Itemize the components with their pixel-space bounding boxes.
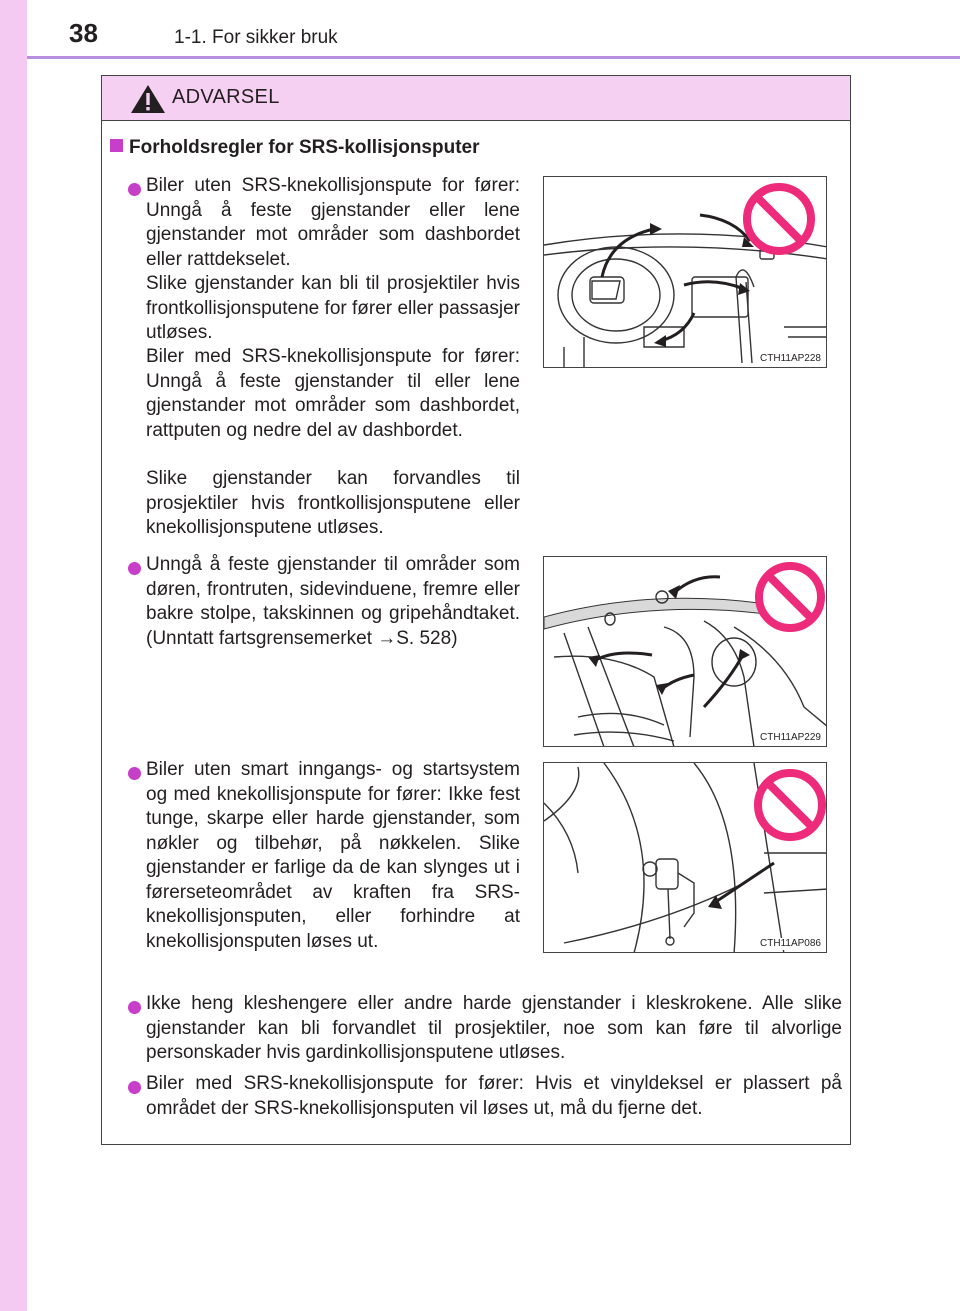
warning-label: ADVARSEL [172, 86, 280, 108]
paragraph: Slike gjenstander kan forvandles til prosjektiler hvis frontkollisjonsputene eller knekollisjonsputene utløses. [146, 468, 520, 538]
arrow-icon [700, 215, 750, 241]
warning-triangle-icon [130, 84, 166, 114]
list-item: Unngå å feste gjenstander til områder som døren, frontruten, sidevinduene, fremre eller bakre stolpe, takskinnen og gripehåndtaket. (Unntatt fartsgrensemerket →S. 528) [146, 554, 520, 649]
figure-key [543, 762, 827, 953]
paragraph: Biler med SRS-knekollisjonspute for fører: Unngå å feste gjenstander til eller lene gjenstander mot områder som dashbordet, rattputen og nedre del av dashbordet. [146, 346, 520, 441]
prohibition-icon [747, 187, 811, 251]
warning-header [102, 76, 850, 121]
arrow-icon [662, 675, 694, 689]
section-heading [110, 136, 480, 160]
side-strip [0, 0, 27, 1311]
figure-code: CTH11AP086 [760, 938, 821, 949]
header-rule [27, 56, 960, 59]
bullet-dot-icon [128, 183, 141, 196]
prohibition-icon [759, 566, 821, 628]
section-title: 1-1. For sikker bruk [174, 27, 338, 48]
warning-box [101, 75, 851, 1145]
paragraph: Biler uten SRS-knekollisjonspute for fører: Unngå å feste gjenstander eller lene gjenstander mot områder som dashbordet eller rattdekselet. [146, 175, 520, 270]
arrow-icon [594, 653, 652, 661]
list-item: Biler uten smart inngangs- og startsystem og med knekollisjonspute for fører: Ikke fest tunge, skarpe eller harde gjenstander, som nøkler og tilbehør, på nøkkelen. Slike gjenstander er farlige da de kan slynges ut i førerseteområdet av kraften fra SRS-knekollisjonsputen, eller forhindre at knekollisjonsputen løses ut. [146, 759, 520, 952]
prohibition-icon [758, 773, 822, 837]
arrow-icon [714, 863, 774, 903]
arrow-icon [704, 653, 744, 707]
bullet-dot-icon [128, 1001, 141, 1014]
bullet-dot-icon [128, 1081, 141, 1094]
cabin-illustration [544, 557, 827, 747]
paragraph: Slike gjenstander kan bli til prosjektiler hvis frontkollisjonsputene for fører eller passasjer utløses. [146, 273, 520, 343]
page-number: 38 [69, 18, 98, 48]
bullet-dot-icon [128, 767, 141, 780]
figure-cabin [543, 556, 827, 747]
figure-code: CTH11AP229 [760, 732, 821, 743]
bullet-dot-icon [128, 562, 141, 575]
figure-code: CTH11AP228 [760, 353, 821, 364]
heading-square-icon [110, 139, 123, 152]
dashboard-illustration [544, 177, 827, 368]
figure-dashboard [543, 176, 827, 368]
arrow-icon [684, 282, 744, 289]
list-item: Biler med SRS-knekollisjonspute for fører: Hvis et vinyldeksel er plassert på området der SRS-knekollisjonsputen vil løses ut, må du fjerne det. [146, 1073, 842, 1119]
key-illustration [544, 763, 827, 953]
section-heading-text: Forholdsregler for SRS-kollisjonsputer [129, 137, 480, 158]
list-item: Ikke heng kleshengere eller andre harde gjenstander i kleskrokene. Alle slike gjenstander kan bli forvandlet til prosjektiler, noe som kan føre til alvorlige personskader hvis gardinkollisjonsputene utløses. [146, 993, 842, 1063]
arrow-icon [674, 577, 720, 593]
